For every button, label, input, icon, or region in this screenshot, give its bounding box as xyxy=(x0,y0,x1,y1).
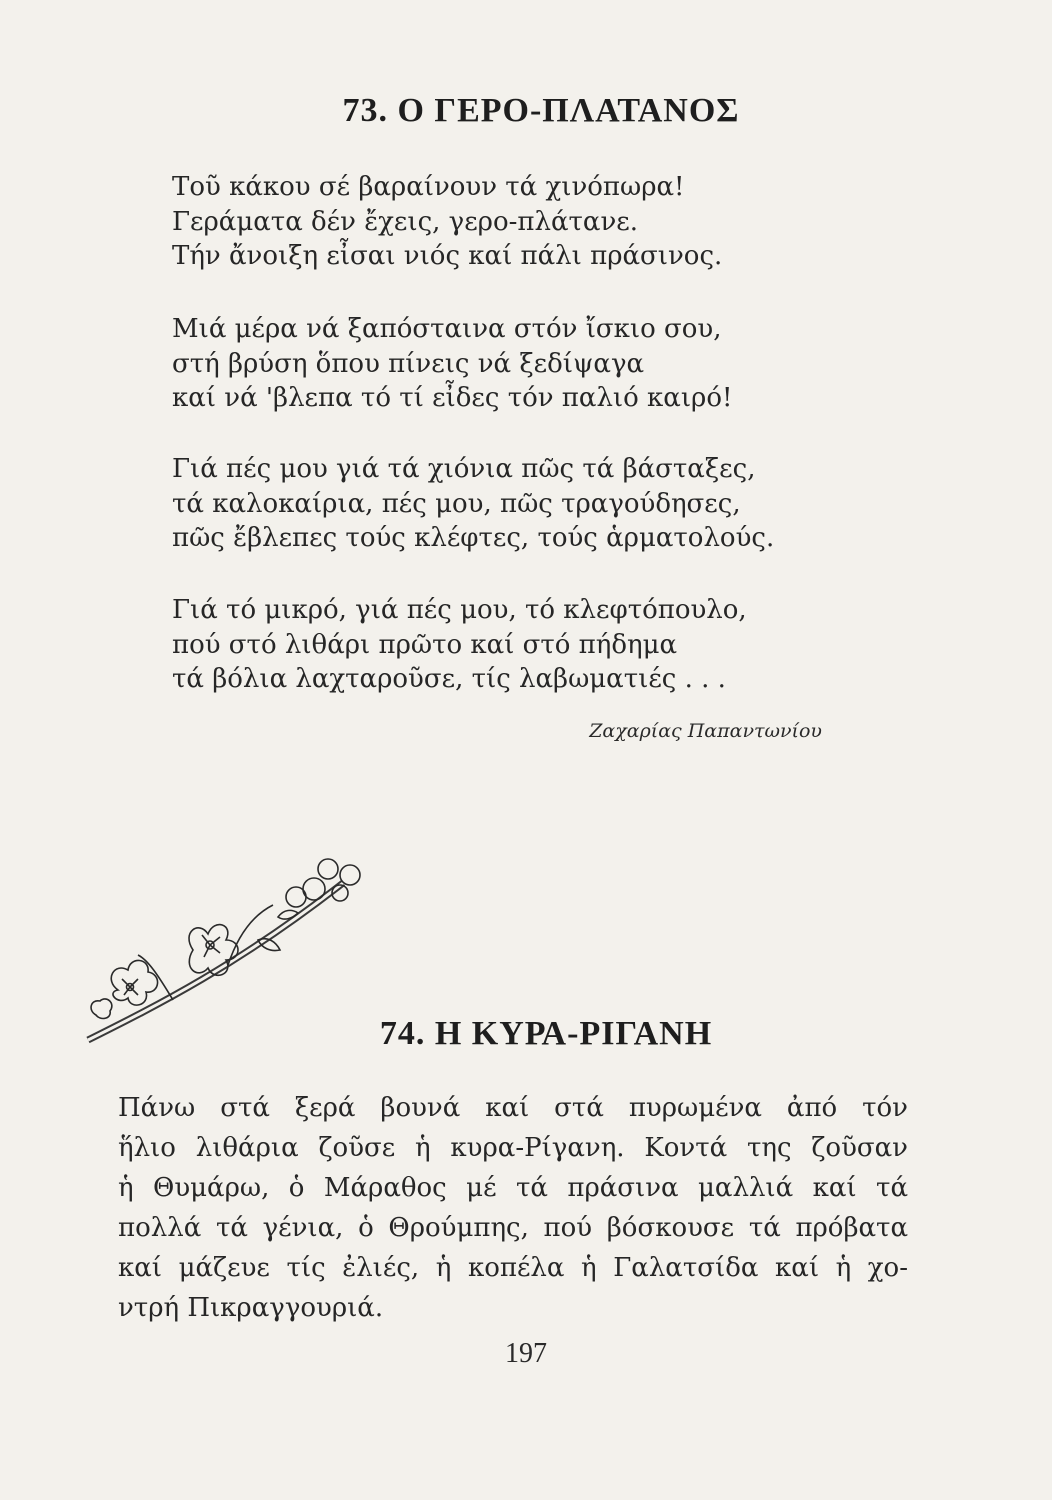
stanza-4 xyxy=(172,593,747,697)
verse-line: Μιά μέρα νά ξαπόσταινα στόν ἴσκιο σου, xyxy=(172,314,722,344)
verse-line: Τοῦ κάκου σέ βαραίνουν τά χινόπωρα! xyxy=(172,172,685,202)
prose-line: Πάνω στά ξερά βουνά καί στά πυρωμένα ἀπό τόν xyxy=(118,1093,908,1123)
stanza-2 xyxy=(172,312,732,416)
stanza-1 xyxy=(172,170,722,274)
poem-author: Ζαχαρίας Παπαντωνίου xyxy=(589,720,822,742)
verse-line: καί νά 'βλεπα τό τί εἶδες τόν παλιό καιρό! xyxy=(172,383,733,413)
prose-line: ἥλιο λιθάρια ζοῦσε ἡ κυρα-Ρίγανη. Κοντά της ζοῦσαν xyxy=(118,1133,908,1163)
verse-line: Γιά τό μικρό, γιά πές μου, τό κλεφτόπουλο, xyxy=(172,595,747,625)
verse-line: στή βρύση ὅπου πίνεις νά ξεδίψαγα xyxy=(172,348,645,379)
verse-line: τά καλοκαίρια, πές μου, πῶς τραγούδησες, xyxy=(172,488,741,519)
verse-line: τά βόλια λαχταροῦσε, τίς λαβωματιές . . . xyxy=(172,664,726,694)
stanza-3 xyxy=(172,452,774,556)
prose-line: καί μάζευε τίς ἐλιές, ἡ κοπέλα ἡ Γαλατσίδα καί ἡ χο- xyxy=(118,1253,908,1283)
prose-line: ἡ Θυμάρω, ὁ Μάραθος μέ τά πράσινα μαλλιά καί τά xyxy=(118,1173,908,1203)
verse-line: Τήν ἄνοιξη εἶσαι νιός καί πάλι πράσινος. xyxy=(172,241,723,271)
poem-title-2: 74. Η ΚΥΡΑ-ΡΙΓΑΝΗ xyxy=(379,1015,713,1052)
prose-line: πολλά τά γένια, ὁ Θρούμπης, πού βόσκουσε τά πρόβατα xyxy=(118,1213,908,1243)
verse-line: Γιά πές μου γιά τά χιόνια πῶς τά βάσταξες, xyxy=(172,454,756,484)
verse-line: πού στό λιθάρι πρῶτο καί στό πήδημα xyxy=(172,629,678,660)
poem-title-1: 73. Ο ΓΕΡΟ-ΠΛΑΤΑΝΟΣ xyxy=(342,92,740,129)
page-number: 197 xyxy=(505,1338,547,1369)
verse-line: πῶς ἔβλεπες τούς κλέφτες, τούς ἁρματολούς. xyxy=(172,523,775,553)
prose-line: ντρή Πικραγγουριά. xyxy=(118,1293,384,1323)
verse-line: Γεράματα δέν ἔχεις, γερο-πλάτανε. xyxy=(172,206,639,237)
prose-paragraph xyxy=(118,1088,908,1328)
